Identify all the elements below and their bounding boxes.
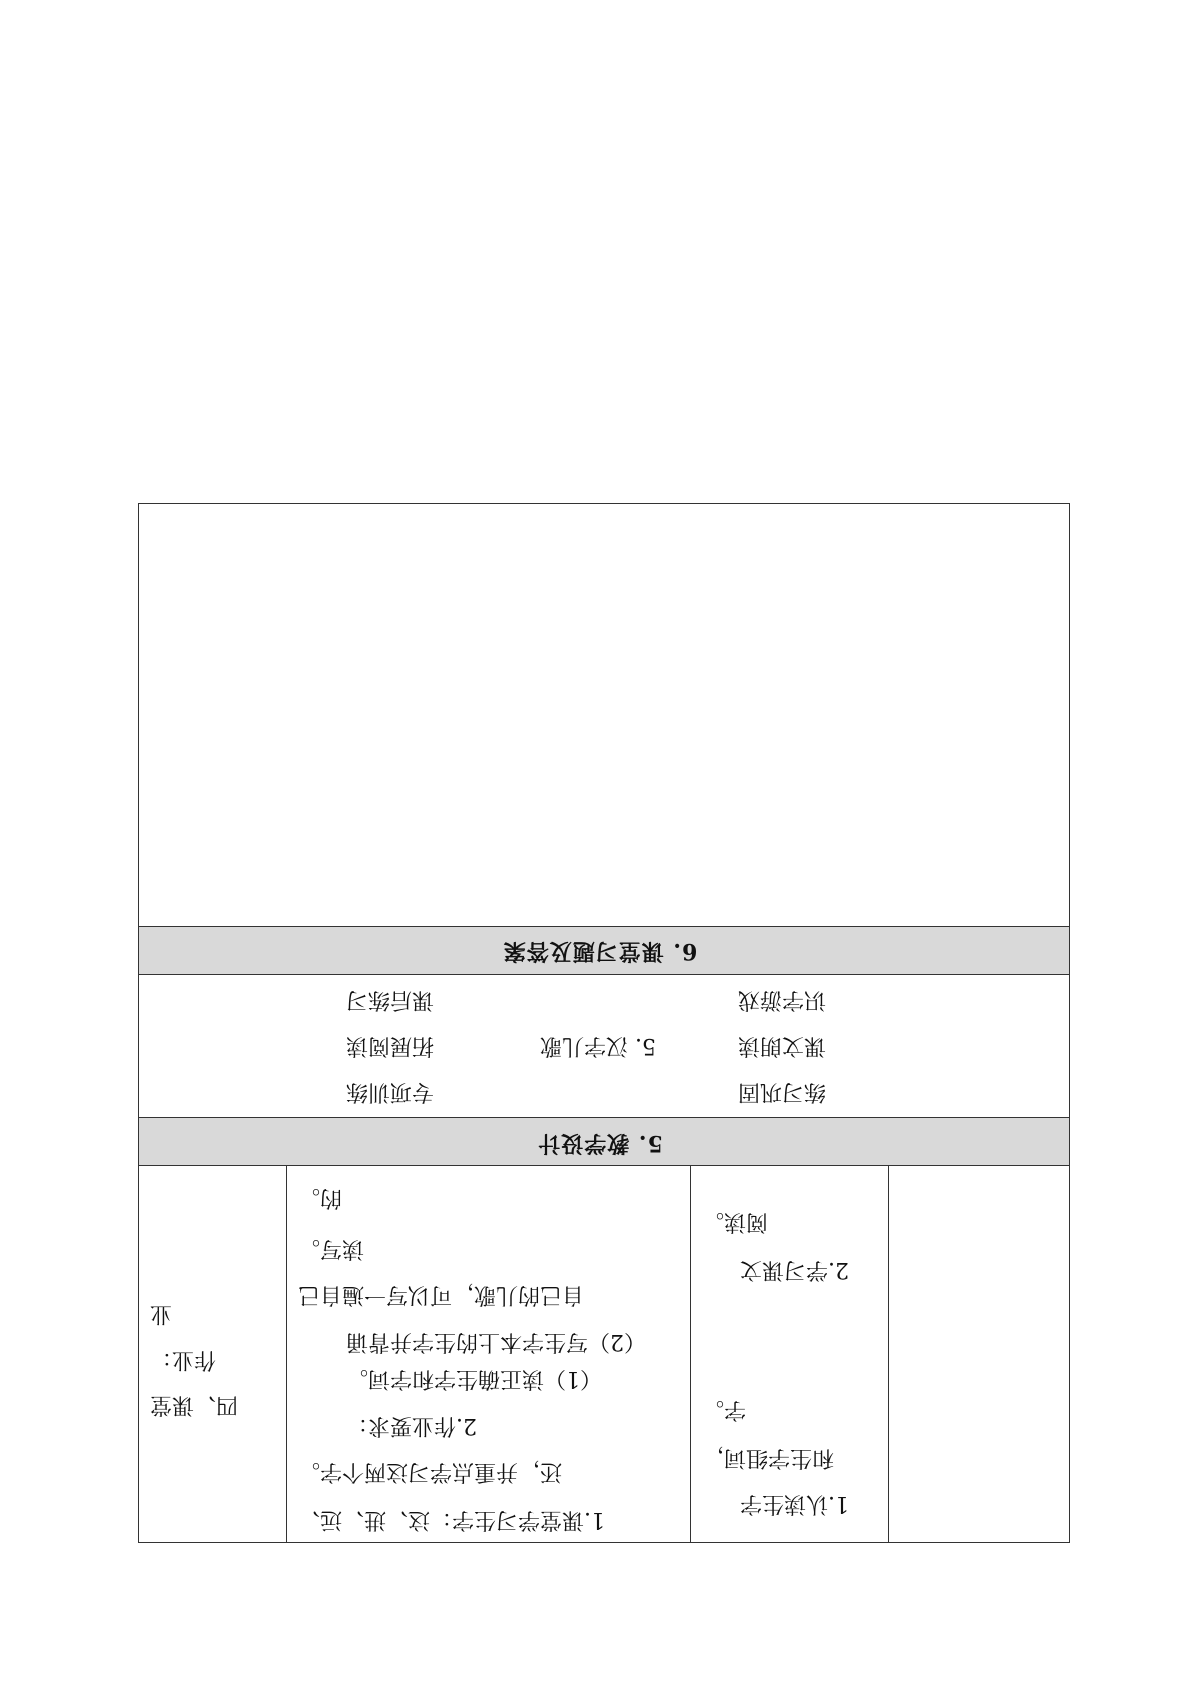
table-cell-text: 1.课堂学习生字：这、进、远、 — [298, 1507, 605, 1532]
table-cell-text: 还，并重点学习这两个字。 — [298, 1459, 563, 1484]
section-5-title: 5. 教学设计 — [537, 1130, 663, 1156]
table-cell-text: （1）读正确生字和字词。 — [346, 1366, 602, 1391]
lesson-item: 课文朗读 — [738, 1033, 827, 1058]
table-divider — [286, 1166, 287, 1542]
table-cell-text: 的。 — [298, 1185, 343, 1210]
worksheet-frame — [138, 503, 1070, 1543]
table-divider — [690, 1166, 691, 1542]
table-cell-text: 四、课堂 — [150, 1392, 239, 1417]
table-cell-text: 作业： — [150, 1347, 217, 1372]
section-6-title: 6. 课堂习题及答案 — [502, 938, 698, 964]
lesson-item: 课后练习 — [346, 987, 435, 1012]
table-cell-text: 自己的儿歌，可以写一遍自己 — [298, 1282, 585, 1307]
table-cell-text: 业 — [150, 1301, 173, 1326]
table-cell-text: 和生字组词， — [702, 1445, 835, 1470]
lesson-item: 练习巩固 — [738, 1079, 827, 1104]
lesson-item: 5. 汉字儿歌 — [540, 1033, 656, 1058]
table-cell-text: （2）写生字本上的生字并背诵 — [346, 1329, 646, 1354]
lesson-item: 专项训练 — [346, 1079, 435, 1104]
table-cell-text: 阅读。 — [702, 1209, 769, 1234]
table-cell-text: 读写。 — [298, 1236, 365, 1261]
table-cell-text: 字。 — [702, 1397, 747, 1422]
table-cell-text: 2.作业要求： — [346, 1413, 477, 1438]
table-divider — [888, 1166, 889, 1542]
table-cell-text: 2.学习课文 — [740, 1257, 849, 1282]
table-cell-text: 1.认读生字 — [740, 1491, 849, 1516]
lesson-item: 拓展阅读 — [346, 1033, 435, 1058]
lesson-item: 识字游戏 — [738, 987, 827, 1012]
